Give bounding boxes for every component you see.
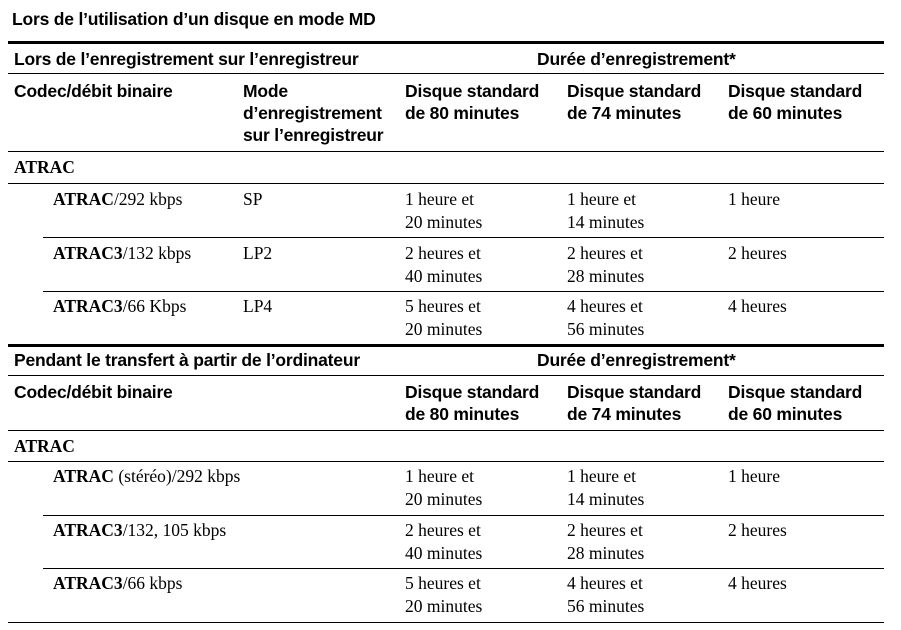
table-row-74min: 2 heures et 28 minutes [567,243,645,286]
section1-group-label: ATRAC [14,157,75,177]
section2-header-rule [8,430,884,431]
codec-rate: (stéréo)/292 kbps [113,466,241,486]
codec-rate: /132, 105 kbps [122,520,227,540]
table-row-codec [53,465,240,488]
table-row-80min: 2 heures et 40 minutes [405,520,483,563]
section2-col-80min: Disque standard de 80 minutes [405,382,540,424]
table-row-60min: 4 heures [728,296,787,316]
codec-name: ATRAC3 [53,520,123,540]
section1-top-rule [8,41,884,44]
codec-rate: /66 Kbps [122,296,187,316]
row-divider [43,515,884,516]
table-row-codec [53,188,183,211]
section2-group-label: ATRAC [14,436,75,456]
table-row-mode: LP4 [243,296,273,316]
section2-col-codec: Codec/débit binaire [14,382,173,402]
row-divider [43,237,884,238]
section1-col-80min: Disque standard de 80 minutes [405,81,540,123]
section1-col-60min: Disque standard de 60 minutes [728,81,863,123]
codec-name: ATRAC3 [53,243,123,263]
table-row-codec [53,295,186,318]
section2-col-74min: Disque standard de 74 minutes [567,382,702,424]
table-row-74min: 1 heure et 14 minutes [567,466,645,509]
section2-top-rule [8,344,884,347]
section1-col-mode: Mode d’enregistrement sur l’enregistreur [243,81,384,145]
table-row-80min: 1 heure et 20 minutes [405,189,483,232]
codec-name: ATRAC [53,189,114,209]
codec-rate: /132 kbps [122,243,192,263]
section1-heading-left: Lors de l’enregistrement sur l’enregistreur [14,49,359,69]
table-row-codec [53,572,183,595]
codec-rate: /292 kbps [113,189,183,209]
table-row-60min: 4 heures [728,573,787,593]
table-row-mode: SP [243,189,263,209]
table-row-74min: 4 heures et 56 minutes [567,296,645,339]
section2-heading-right: Durée d’enregistrement* [537,350,736,370]
page-title: Lors de l’utilisation d’un disque en mode MD [12,9,376,29]
section1-col-74min: Disque standard de 74 minutes [567,81,702,123]
table-row-74min: 2 heures et 28 minutes [567,520,645,563]
table-row-60min: 2 heures [728,520,787,540]
row-divider [43,568,884,569]
section1-heading-right: Durée d’enregistrement* [537,49,736,69]
table-row-codec [53,519,226,542]
table-bottom-rule [8,622,884,623]
table-row-60min: 1 heure [728,189,780,209]
section1-col-codec: Codec/débit binaire [14,81,173,101]
table-row-80min: 5 heures et 20 minutes [405,573,483,616]
table-row-60min: 2 heures [728,243,787,263]
section2-heading-rule [8,375,884,376]
codec-name: ATRAC3 [53,296,123,316]
section2-col-60min: Disque standard de 60 minutes [728,382,863,424]
table-row-74min: 1 heure et 14 minutes [567,189,645,232]
row-divider [43,291,884,292]
codec-name: ATRAC [53,466,114,486]
table-row-80min: 2 heures et 40 minutes [405,243,483,286]
section1-group-rule [8,183,884,184]
table-row-60min: 1 heure [728,466,780,486]
codec-name: ATRAC3 [53,573,123,593]
codec-rate: /66 kbps [122,573,183,593]
section2-group-rule [8,461,884,462]
table-row-mode: LP2 [243,243,273,263]
section2-heading-left: Pendant le transfert à partir de l’ordinateur [14,350,360,370]
table-row-80min: 5 heures et 20 minutes [405,296,483,339]
table-row-74min: 4 heures et 56 minutes [567,573,645,616]
section1-header-rule [8,151,884,152]
table-row-codec [53,242,191,265]
section1-heading-rule [8,73,884,74]
table-row-80min: 1 heure et 20 minutes [405,466,483,509]
